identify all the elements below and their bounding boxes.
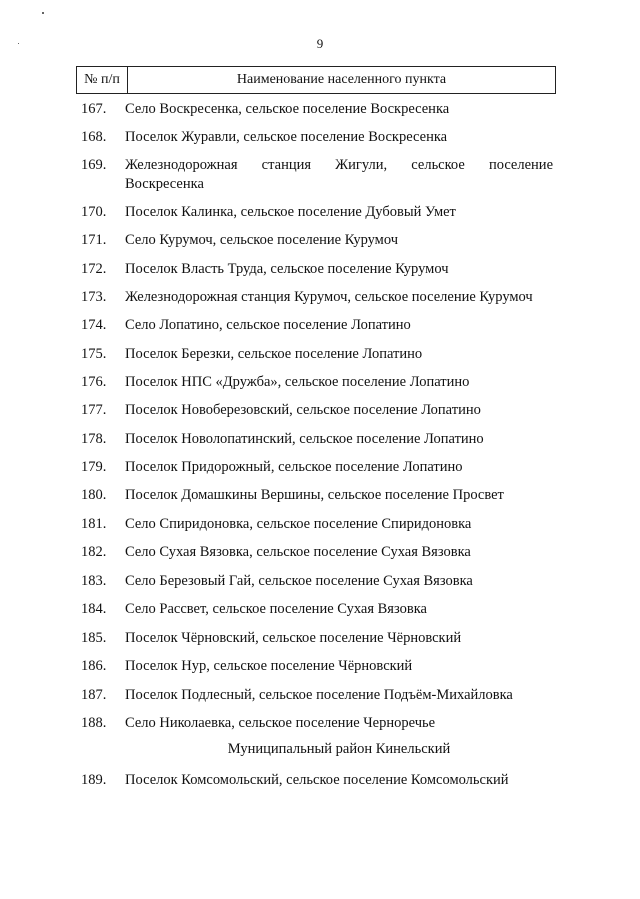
row-name: Село Лопатино, сельское поселение Лопатино	[125, 317, 411, 333]
row-name: Село Спиридоновка, сельское поселение Спиридоновка	[125, 516, 472, 532]
page-number: 9	[316, 36, 324, 51]
row-name: Железнодорожная станция Жигули, сельское поселение Воскресенка	[125, 157, 553, 192]
column-header-number: № п/п	[77, 67, 128, 93]
row-number: 170.	[81, 204, 107, 220]
scan-speck	[42, 12, 44, 14]
row-number: 167.	[81, 101, 107, 117]
row-number: 184.	[81, 601, 107, 617]
column-header-name: Наименование населенного пункта	[236, 72, 447, 87]
row-name: Село Березовый Гай, сельское поселение Сухая Вязовка	[125, 573, 473, 589]
row-name: Село Сухая Вязовка, сельское поселение Сухая Вязовка	[125, 544, 471, 560]
row-number: 175.	[81, 346, 107, 362]
row-name: Поселок Придорожный, сельское поселение Лопатино	[125, 459, 463, 475]
row-number: 178.	[81, 431, 107, 447]
row-name: Поселок Калинка, сельское поселение Дубовый Умет	[125, 204, 456, 220]
row-name: Поселок Подлесный, сельское поселение Подъём-Михайловка	[125, 687, 513, 703]
row-number: 183.	[81, 573, 107, 589]
row-name: Поселок Журавли, сельское поселение Воскресенка	[125, 129, 448, 145]
row-number: 169.	[81, 157, 107, 173]
row-name: Поселок Комсомольский, сельское поселение Комсомольский	[125, 772, 509, 788]
row-name: Село Курумоч, сельское поселение Курумоч	[125, 232, 399, 248]
row-name: Поселок Березки, сельское поселение Лопатино	[125, 346, 423, 362]
row-number: 171.	[81, 232, 107, 248]
row-number: 174.	[81, 317, 107, 333]
row-name: Поселок Домашкины Вершины, сельское поселение Просвет	[125, 487, 504, 503]
section-heading: Муниципальный район Кинельский	[227, 741, 451, 757]
row-number: 187.	[81, 687, 107, 703]
row-number: 177.	[81, 402, 107, 418]
row-number: 181.	[81, 516, 107, 532]
row-name: Поселок Чёрновский, сельское поселение Чёрновский	[125, 630, 462, 646]
row-number: 179.	[81, 459, 107, 475]
row-name: Поселок НПС «Дружба», сельское поселение Лопатино	[125, 374, 470, 390]
row-number: 172.	[81, 261, 107, 277]
row-name: Поселок Нур, сельское поселение Чёрновский	[125, 658, 413, 674]
row-name: Село Воскресенка, сельское поселение Воскресенка	[125, 101, 450, 117]
row-number: 185.	[81, 630, 107, 646]
row-number: 173.	[81, 289, 107, 305]
row-number: 188.	[81, 715, 107, 731]
row-number: 189.	[81, 772, 107, 788]
row-name: Село Рассвет, сельское поселение Сухая Вязовка	[125, 601, 427, 617]
row-name: Поселок Новоберезовский, сельское поселение Лопатино	[125, 402, 481, 418]
row-number: 168.	[81, 129, 107, 145]
row-number: 180.	[81, 487, 107, 503]
row-name: Поселок Новолопатинский, сельское поселение Лопатино	[125, 431, 484, 447]
row-number: 176.	[81, 374, 107, 390]
row-name: Железнодорожная станция Курумоч, сельское поселение Курумоч	[125, 289, 533, 305]
row-number: 182.	[81, 544, 107, 560]
row-number: 186.	[81, 658, 107, 674]
row-name: Поселок Власть Труда, сельское поселение Курумоч	[125, 261, 449, 277]
table-header	[76, 66, 556, 94]
row-name: Село Николаевка, сельское поселение Черноречье	[125, 715, 436, 731]
